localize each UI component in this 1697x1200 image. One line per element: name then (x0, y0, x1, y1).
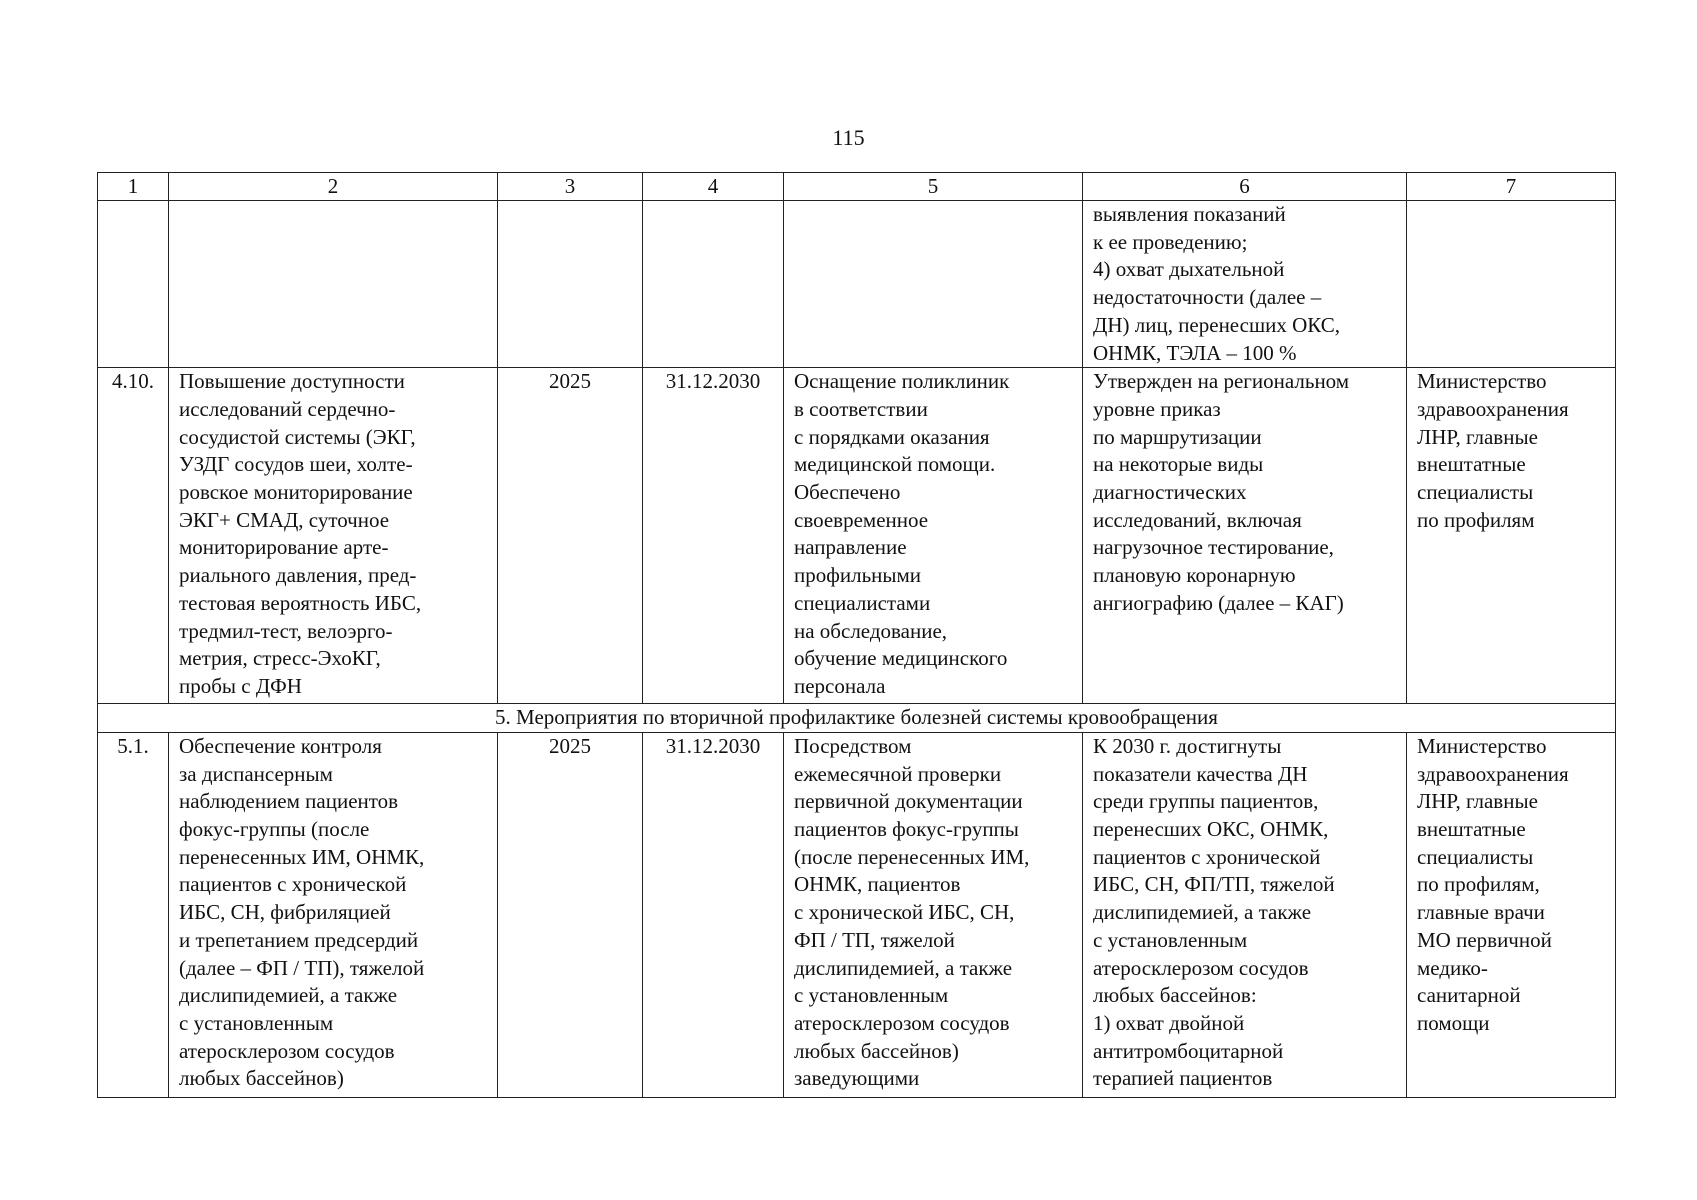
measure-cell: Повышение доступности исследований сердечно- сосудистой системы (ЭКГ, УЗДГ сосудов шеи, холте- ровское мониторирование ЭКГ+ СМАД, суточное мониторирование арте- риального давления, пред- тестовая вероятность ИБС, тредмил-тест, велоэрго- метрия, стресс-ЭхоКГ, пробы с ДФН (169, 368, 498, 704)
plan-table (97, 172, 1616, 1098)
end-date-cell: 31.12.2030 (643, 732, 784, 1097)
header-col-2: 2 (169, 173, 498, 201)
header-col-7: 7 (1407, 173, 1616, 201)
end-date-cell: 31.12.2030 (643, 368, 784, 704)
table-header-row (98, 173, 1616, 201)
header-col-6: 6 (1083, 173, 1407, 201)
section-title: 5. Мероприятия по вторичной профилактике болезней системы кровообращения (98, 704, 1616, 733)
header-col-5: 5 (784, 173, 1083, 201)
responsible-cell: Министерство здравоохранения ЛНР, главные внештатные специалисты по профилям (1407, 368, 1616, 704)
start-year-cell: 2025 (498, 732, 643, 1097)
description-cell: Оснащение поликлиник в соответствии с порядками оказания медицинской помощи. Обеспечено своевременное направление профильными специалистами на обследование, обучение медицинского персонала (784, 368, 1083, 704)
table-row-4-10 (98, 368, 1616, 704)
table-row-continuation (98, 201, 1616, 368)
cont-number-cell (98, 201, 169, 368)
result-cell: Утвержден на региональном уровне приказ по маршрутизации на некоторые виды диагностических исследований, включая нагрузочное тестирование, плановую коронарную ангиографию (далее – КАГ) (1083, 368, 1407, 704)
row-number-cell: 4.10. (98, 368, 169, 704)
cont-start-cell (498, 201, 643, 368)
section-header-row (98, 704, 1616, 733)
cont-result-cell: выявления показаний к ее проведению; 4) охват дыхательной недостаточности (далее – ДН) лиц, перенесших ОКС, ОНМК, ТЭЛА – 100 % (1083, 201, 1407, 368)
cont-end-cell (643, 201, 784, 368)
table-row-5-1 (98, 732, 1616, 1097)
description-cell: Посредством ежемесячной проверки первичной документации пациентов фокус-группы (после перенесенных ИМ, ОНМК, пациентов с хронической ИБС, СН, ФП / ТП, тяжелой дислипидемией, а также с установленным атеросклерозом сосудов любых бассейнов) заведующими (784, 732, 1083, 1097)
page-number: 115 (832, 125, 865, 150)
cont-measure-cell (169, 201, 498, 368)
header-col-1: 1 (98, 173, 169, 201)
cont-responsible-cell (1407, 201, 1616, 368)
result-cell: К 2030 г. достигнуты показатели качества ДН среди группы пациентов, перенесших ОКС, ОНМК, пациентов с хронической ИБС, СН, ФП/ТП, тяжелой дислипидемией, а также с установленным атеросклерозом сосудов любых бассейнов: 1) охват двойной антитромбоцитарной терапией пациентов (1083, 732, 1407, 1097)
row-number-cell: 5.1. (98, 732, 169, 1097)
responsible-cell: Министерство здравоохранения ЛНР, главные внештатные специалисты по профилям, главные врачи МО первичной медико- санитарной помощи (1407, 732, 1616, 1097)
header-col-4: 4 (643, 173, 784, 201)
start-year-cell: 2025 (498, 368, 643, 704)
cont-description-cell (784, 201, 1083, 368)
header-col-3: 3 (498, 173, 643, 201)
measure-cell: Обеспечение контроля за диспансерным наблюдением пациентов фокус-группы (после перенесенных ИМ, ОНМК, пациентов с хронической ИБС, СН, фибриляцией и трепетанием предсердий (далее – ФП / ТП), тяжелой дислипидемией, а также с установленным атеросклерозом сосудов любых бассейнов) (169, 732, 498, 1097)
